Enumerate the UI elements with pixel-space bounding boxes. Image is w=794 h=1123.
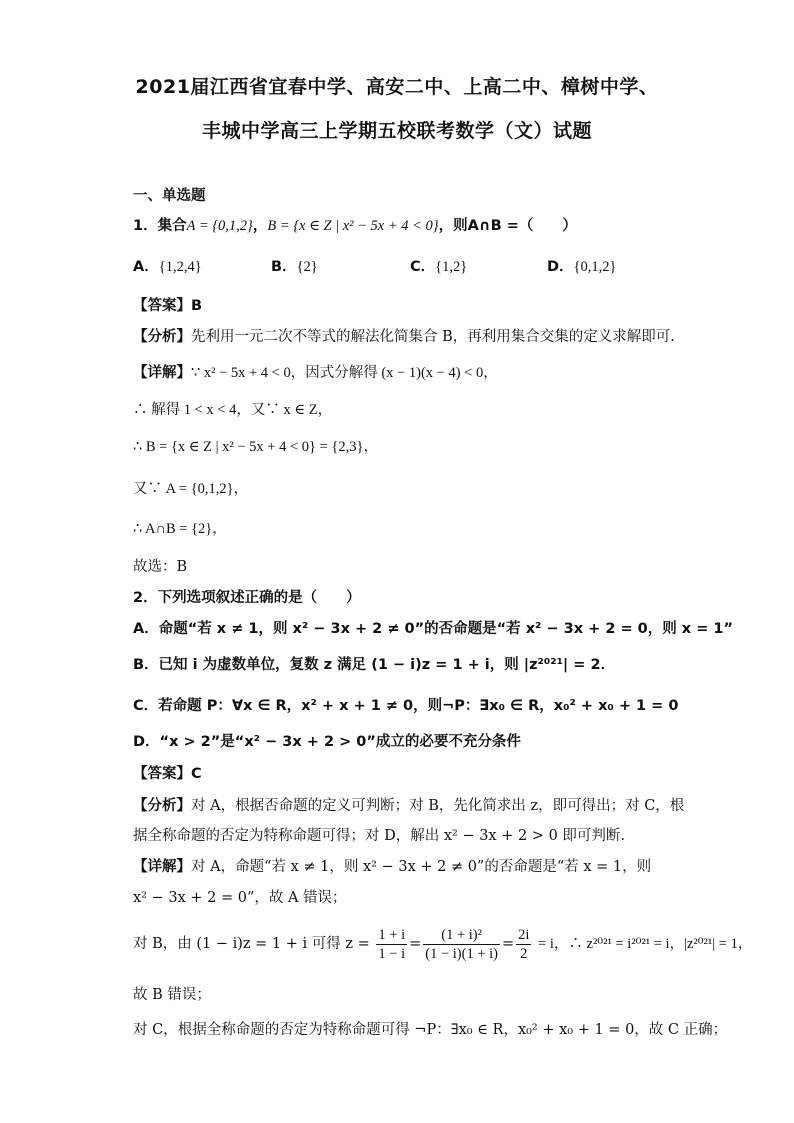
q2-option-a: A．命题“若 x ≠ 1，则 x² − 3x + 2 ≠ 0”的否命题是“若 x² − 3x + 2 = 0，则 x = 1” bbox=[133, 621, 734, 637]
q2-detail-2: x² − 3x + 2 = 0”，故 A 错误； bbox=[133, 890, 347, 906]
q2-option-c: C．若命题 P：∀x ∈ R，x² + x + 1 ≠ 0，则¬P：∃x₀ ∈ R，x₀² + x₀ + 1 = 0 bbox=[133, 698, 679, 714]
fraction-1: $\frac{1 + i}{1 - i}$ bbox=[378, 926, 406, 962]
q1-analysis: 【分析】先利用一元二次不等式的解法化简集合 B，再利用集合交集的定义求解即可. bbox=[133, 329, 675, 345]
q2-detail-c: 对 C，根据全称命题的否定为特称命题可得 ¬P：∃x₀ ∈ R，x₀² + x₀ + 1 = 0，故 C 正确； bbox=[133, 1022, 728, 1038]
fraction-3: $\frac{2i}{2}$ bbox=[518, 926, 530, 962]
q2-analysis-1: 【分析】对 A，根据否命题的定义可判断；对 B，先化简求出 z，即可得出；对 C，根 bbox=[133, 798, 685, 814]
q2-analysis-2: 据全称命题的否定为特称命题可得；对 D，解出 x² − 3x + 2 > 0 即可判断. bbox=[133, 828, 626, 844]
q1-detail-2: ∴ 解得 1 < x < 4，又∵ x ∈ Z， bbox=[133, 402, 333, 418]
q2-detail-b: 对 B，由 (1 − i)z = 1 + i 可得 z = $\frac{1 + i}{1 - i}$ = $\frac{\text{(1 + i)²}}{(1 - i)(1 + i)}$ = $\frac{2i}{2}$ = i，∴ z²⁰²¹ = i²⁰²¹ = i，|z²⁰²¹| = 1， bbox=[133, 926, 753, 962]
question-1-stem bbox=[133, 216, 577, 236]
q1-option-c: C．{1,2} bbox=[410, 259, 468, 275]
fraction-2: $\frac{\text{(1 + i)²}}{(1 - i)(1 + i)}$ bbox=[425, 926, 498, 962]
title-line-2: 丰城中学高三上学期五校联考数学（文）试题 bbox=[201, 120, 592, 142]
q1-option-d: D．{0,1,2} bbox=[547, 259, 617, 275]
q1-detail-1: 【详解】∵ x² − 5x + 4 < 0，因式分解得 (x − 1)(x − 4) < 0， bbox=[133, 365, 498, 381]
q1-detail-6: 故选：B bbox=[133, 559, 188, 575]
q1-detail-3: ∴ B = {x ∈ Z | x² − 5x + 4 < 0} = {2,3}， bbox=[133, 439, 378, 455]
q1-option-b: B．{2} bbox=[271, 259, 318, 275]
q1-ask: ，则A∩B =（ ） bbox=[438, 218, 577, 234]
title-line-1: 2021届江西省宜春中学、高安二中、上高二中、樟树中学、 bbox=[135, 76, 659, 98]
question-2-stem: 2．下列选项叙述正确的是（ ） bbox=[133, 590, 361, 606]
q2-detail-b-end: 故 B 错误； bbox=[133, 987, 211, 1003]
q1-set-a: A = {0,1,2} bbox=[186, 218, 253, 234]
q1-options bbox=[133, 257, 753, 279]
q2-detail-1: 【详解】对 A，命题“若 x ≠ 1，则 x² − 3x + 2 ≠ 0”的否命题是“若 x = 1，则 bbox=[133, 859, 652, 875]
q1-sep: ， bbox=[252, 218, 268, 234]
q1-option-a: A．{1,2,4} bbox=[133, 259, 202, 275]
q1-set-b: B = {x ∈ Z | x² − 5x + 4 < 0} bbox=[267, 218, 439, 234]
q1-answer: 【答案】B bbox=[133, 298, 203, 314]
q1-detail-4: 又∵ A = {0,1,2}， bbox=[133, 481, 249, 497]
q2-option-d: D．“x > 2”是“x² − 3x + 2 > 0”成立的必要不充分条件 bbox=[133, 734, 521, 750]
q2-answer: 【答案】C bbox=[133, 766, 202, 782]
q1-prefix: 1．集合 bbox=[133, 218, 187, 234]
section-heading: 一、单选题 bbox=[133, 188, 206, 204]
q2-option-b: B．已知 i 为虚数单位，复数 z 满足 (1 − i)z = 1 + i，则 |z²⁰²¹| = 2． bbox=[133, 657, 616, 673]
q1-detail-5: ∴ A∩B = {2}， bbox=[133, 521, 227, 537]
